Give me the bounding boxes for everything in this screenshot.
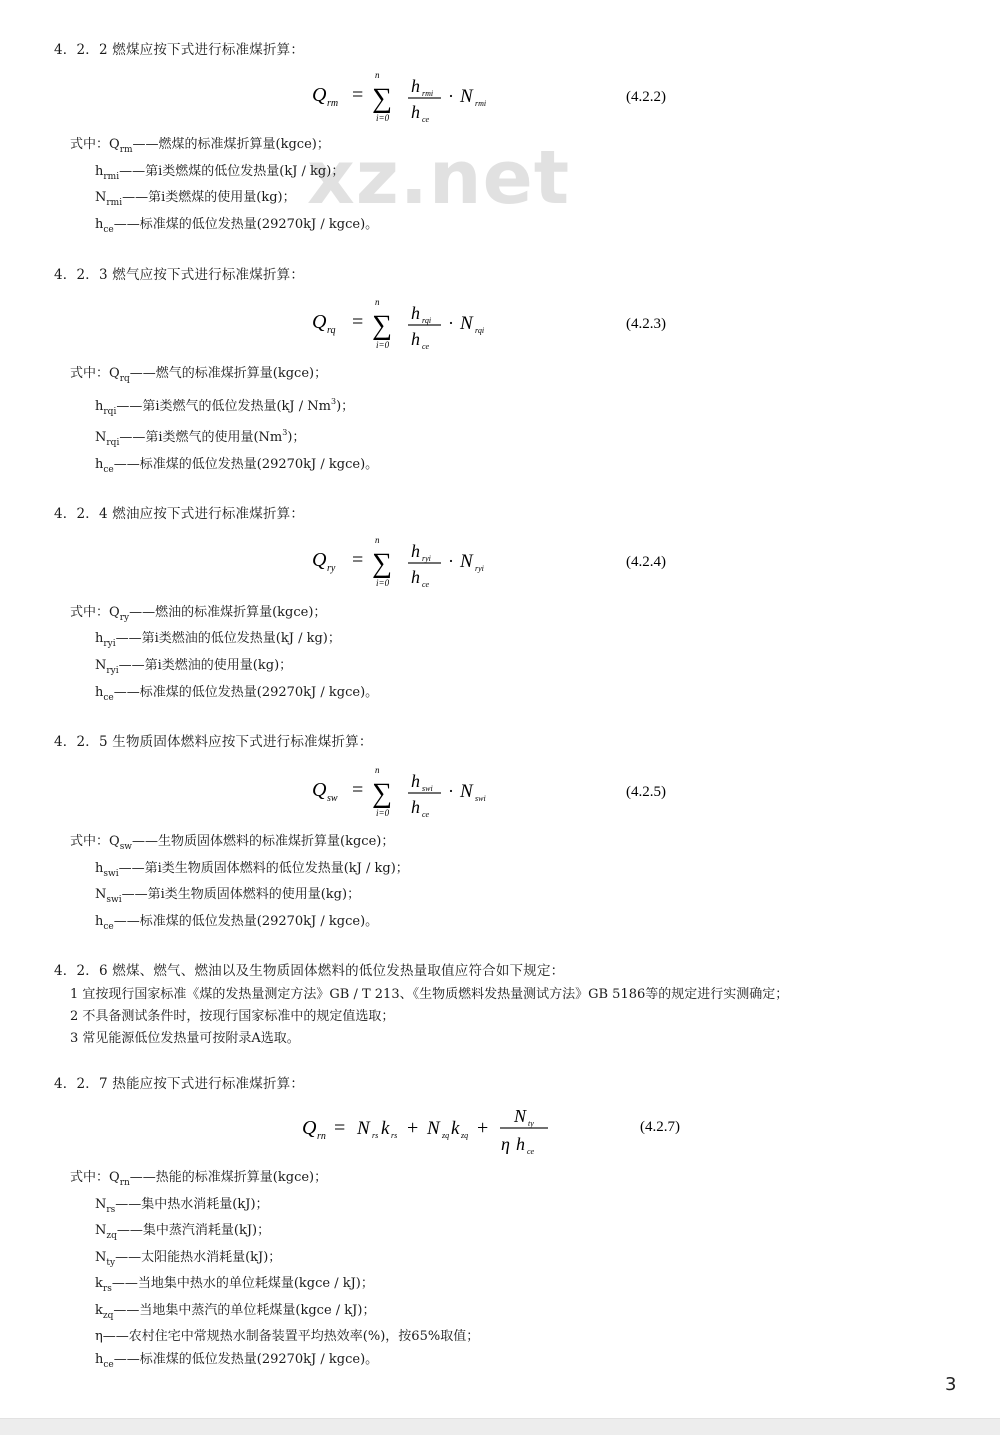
definition-line: $k_{zq}——$当地集中蒸汽的单位耗煤量(kgce / kJ)； <box>95 1303 376 1321</box>
eq-lhs-sub: sw <box>327 793 338 804</box>
eq-num-sub: rqi <box>422 316 432 325</box>
definition-line: $h_{ce}——$标准煤的低位发热量(29270kJ / kgce)。 <box>95 457 379 475</box>
eq-lhs: Q <box>302 1117 317 1139</box>
list-item: 1 宜按现行国家标准《煤的发热量测定方法》GB / T 213、《生物质燃料发热量测试方法》GB 5186等的规定进行实测确定； <box>70 987 789 1002</box>
definition-line: η——农村住宅中常规热水制备装置平均热效率(%)，按65%取值； <box>95 1329 480 1344</box>
eq-lhs: Q <box>312 84 327 106</box>
eq-tail-sub: rmi <box>475 99 487 108</box>
eq-lhs-sub: rm <box>327 98 339 109</box>
list-item: 2 不具备测试条件时，按现行国家标准中的规定值选取； <box>70 1009 395 1024</box>
definition-line: 式中：$Q_{rn}——$热能的标准煤折算量(kgce)； <box>70 1170 328 1188</box>
section-heading-4-2-5: 4．2．5 生物质固体燃料应按下式进行标准煤折算： <box>54 734 373 750</box>
definition-line: 式中：$Q_{ry}——$燃油的标准煤折算量(kgce)； <box>70 605 327 623</box>
eq-sum-bottom: i=0 <box>376 113 390 123</box>
eq-num: h <box>411 541 420 561</box>
definition-line: $N_{rmi}——$第i类燃煤的使用量(kg)； <box>95 190 296 208</box>
eq-num-sub: rmi <box>422 89 434 98</box>
eq-sum-symbol: ∑ <box>372 548 392 579</box>
eq-number: (4.2.4) <box>626 554 666 570</box>
eq-term-sub: zq <box>461 1131 469 1140</box>
eq-number: (4.2.2) <box>626 89 666 105</box>
bottom-scroll-strip <box>0 1418 1000 1435</box>
eq-equals: = <box>334 1117 346 1139</box>
eq-den: h <box>516 1134 525 1154</box>
list-item: 3 常见能源低位发热量可按附录A选取。 <box>70 1031 300 1046</box>
eq-sum-top: n <box>375 297 380 307</box>
definition-line: $h_{ce}——$标准煤的低位发热量(29270kJ / kgce)。 <box>95 217 379 235</box>
eq-term: k <box>451 1118 460 1139</box>
eq-den: h <box>411 567 420 587</box>
eq-term: k <box>381 1118 390 1139</box>
eq-den-sub: ce <box>422 580 430 589</box>
eq-num-sub: ryi <box>422 554 431 563</box>
eq-den-sub: ce <box>422 115 430 124</box>
eq-number: (4.2.7) <box>640 1119 680 1135</box>
eq-tail: N <box>460 781 473 802</box>
section-heading-4-2-4: 4．2．4 燃油应按下式进行标准煤折算： <box>54 506 305 522</box>
equation-4-2-5 <box>300 760 720 820</box>
equation-4-2-7 <box>292 1098 732 1158</box>
eq-den: h <box>411 329 420 349</box>
equation-4-2-4 <box>300 530 720 590</box>
eq-lhs: Q <box>312 549 327 571</box>
eq-tail-sub: rqi <box>475 326 485 335</box>
definition-line: $h_{ce}——$标准煤的低位发热量(29270kJ / kgce)。 <box>95 914 379 932</box>
eq-lhs-sub: ry <box>327 563 336 574</box>
eq-num-sub: swi <box>422 784 433 793</box>
eq-number: (4.2.5) <box>626 784 666 800</box>
definition-line: $h_{rmi}——$第i类燃煤的低位发热量(kJ / kg)； <box>95 164 345 182</box>
eq-term-sub: rs <box>391 1131 398 1140</box>
section-heading-4-2-6: 4．2．6 燃煤、燃气、燃油以及生物质固体燃料的低位发热量取值应符合如下规定： <box>54 963 565 979</box>
eq-term-sub: zq <box>442 1131 450 1140</box>
eq-term-sub: rs <box>372 1131 379 1140</box>
equation-4-2-2 <box>300 65 720 125</box>
eq-lhs-sub: rq <box>327 325 336 336</box>
eq-lhs: Q <box>312 311 327 333</box>
eq-tail-sub: ryi <box>475 564 484 573</box>
definition-line: 式中：$Q_{rm}——$燃煤的标准煤折算量(kgce)； <box>70 137 330 155</box>
section-heading-4-2-7: 4．2．7 热能应按下式进行标准煤折算： <box>54 1076 305 1092</box>
eq-sum-bottom: i=0 <box>376 578 390 588</box>
definition-line: $N_{rs}——$集中热水消耗量(kJ)； <box>95 1197 269 1215</box>
eq-term: N <box>357 1118 370 1139</box>
eq-sum-top: n <box>375 765 380 775</box>
eq-den-sub: ce <box>422 342 430 351</box>
eq-dot: · <box>448 781 454 801</box>
eq-den-sub: ce <box>527 1147 535 1156</box>
eq-sum-top: n <box>375 535 380 545</box>
section-heading-4-2-3: 4．2．3 燃气应按下式进行标准煤折算： <box>54 267 305 283</box>
eq-tail: N <box>460 313 473 334</box>
eq-sum-symbol: ∑ <box>372 778 392 809</box>
eq-dot: · <box>448 86 454 106</box>
eq-den: h <box>411 797 420 817</box>
eq-sum-symbol: ∑ <box>372 83 392 114</box>
eq-num-sub: ty <box>528 1119 534 1128</box>
definition-line: $h_{ryi}——$第i类燃油的低位发热量(kJ / kg)； <box>95 631 341 649</box>
eq-sum-top: n <box>375 70 380 80</box>
eq-num: N <box>514 1106 527 1126</box>
eq-tail: N <box>460 86 473 107</box>
definition-line: $h_{ce}——$标准煤的低位发热量(29270kJ / kgce)。 <box>95 1352 379 1370</box>
eq-equals: = <box>352 311 364 333</box>
eq-term: N <box>427 1118 440 1139</box>
definition-line: $h_{swi}——$第i类生物质固体燃料的低位发热量(kJ / kg)； <box>95 861 409 879</box>
eq-lhs: Q <box>312 779 327 801</box>
definition-line: 式中：$Q_{sw}——$生物质固体燃料的标准煤折算量(kgce)； <box>70 834 395 852</box>
eq-tail-sub: swi <box>475 794 486 803</box>
definition-line: $k_{rs}——$当地集中热水的单位耗煤量(kgce / kJ)； <box>95 1276 374 1294</box>
eq-sum-symbol: ∑ <box>372 310 392 341</box>
definition-line: $N_{ty}——$太阳能热水消耗量(kJ)； <box>95 1250 282 1268</box>
eq-num: h <box>411 76 420 96</box>
eq-num: h <box>411 771 420 791</box>
definition-line: $N_{rqi}——$第i类燃气的使用量(Nm$^3$)； <box>95 428 306 448</box>
definition-line: $h_{ce}——$标准煤的低位发热量(29270kJ / kgce)。 <box>95 685 379 703</box>
definition-line: $N_{swi}——$第i类生物质固体燃料的使用量(kg)； <box>95 887 361 905</box>
page-number: 3 <box>945 1374 957 1395</box>
eq-num: h <box>411 303 420 323</box>
eq-den-eta: η <box>501 1134 510 1154</box>
definition-line: $h_{rqi}——$第i类燃气的低位发热量(kJ / Nm$^3$)； <box>95 397 355 417</box>
eq-number: (4.2.3) <box>626 316 666 332</box>
eq-equals: = <box>352 84 364 106</box>
definition-line: $N_{ryi}——$第i类燃油的使用量(kg)； <box>95 658 293 676</box>
eq-plus: + <box>407 1117 419 1139</box>
eq-equals: = <box>352 779 364 801</box>
eq-lhs-sub: rn <box>317 1131 326 1142</box>
definition-line: $N_{zq}——$集中蒸汽消耗量(kJ)； <box>95 1223 271 1241</box>
eq-sum-bottom: i=0 <box>376 808 390 818</box>
eq-dot: · <box>448 313 454 333</box>
eq-den-sub: ce <box>422 810 430 819</box>
eq-plus: + <box>477 1117 489 1139</box>
eq-den: h <box>411 102 420 122</box>
definition-line: 式中：$Q_{rq}——$燃气的标准煤折算量(kgce)； <box>70 366 328 384</box>
eq-dot: · <box>448 551 454 571</box>
eq-equals: = <box>352 549 364 571</box>
equation-4-2-3 <box>300 292 720 352</box>
watermark: xz.net <box>307 135 571 221</box>
eq-tail: N <box>460 551 473 572</box>
eq-sum-bottom: i=0 <box>376 340 390 350</box>
section-heading-4-2-2: 4．2．2 燃煤应按下式进行标准煤折算： <box>54 42 305 58</box>
